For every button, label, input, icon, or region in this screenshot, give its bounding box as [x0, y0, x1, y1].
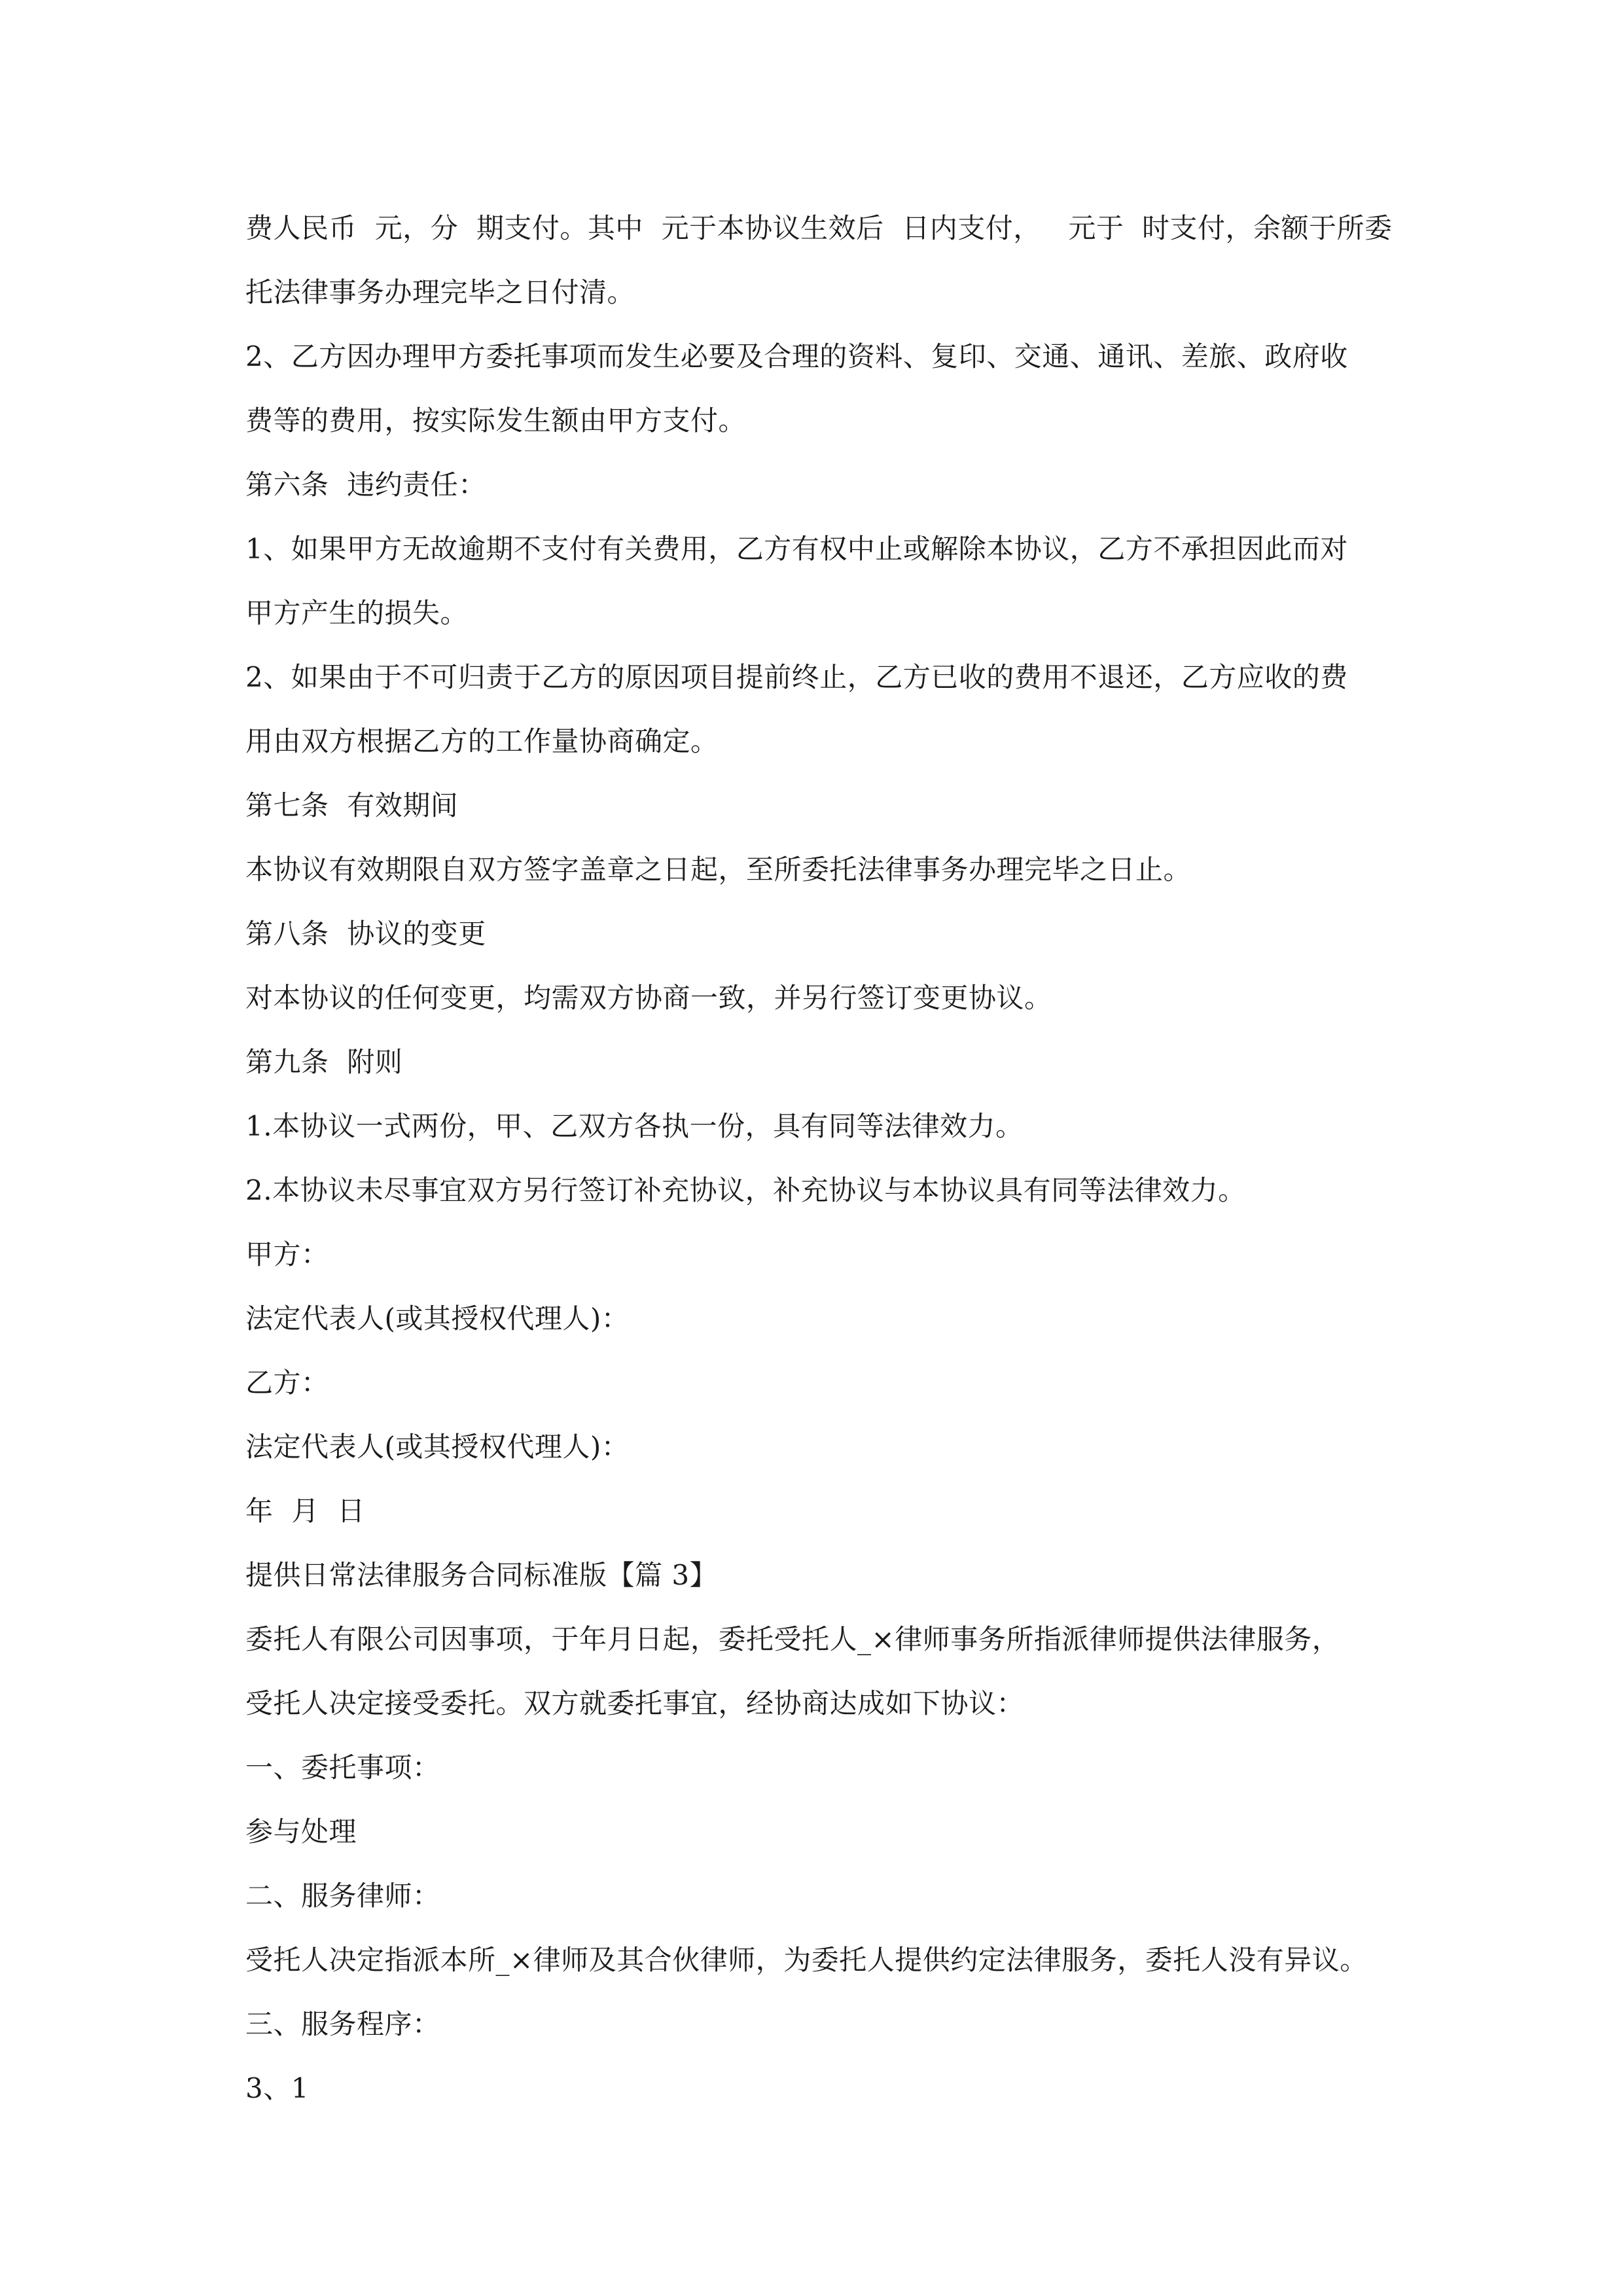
text-line: 受托人决定接受委托。双方就委托事宜，经协商达成如下协议：	[245, 1687, 1025, 1719]
signature-label: 甲方：	[245, 1238, 329, 1270]
text-line: 委托人有限公司因事项，于年月日起，委托受托人_×律师事务所指派律师提供法律服务，	[245, 1623, 1340, 1655]
text-line: 托法律事务办理完毕之日付清。	[245, 276, 635, 308]
text-line: 1.本协议一式两份，甲、乙双方各执一份，具有同等法律效力。	[245, 1110, 1024, 1142]
section-heading: 第八条 协议的变更	[245, 918, 486, 950]
text-line: 2、如果由于不可归责于乙方的原因项目提前终止，乙方已收的费用不退还，乙方应收的费	[245, 661, 1348, 693]
date-line: 年 月 日	[245, 1495, 365, 1527]
text-line: 费等的费用，按实际发生额由甲方支付。	[245, 404, 747, 437]
text-line: 1、如果甲方无故逾期不支付有关费用，乙方有权中止或解除本协议，乙方不承担因此而对	[245, 533, 1348, 565]
text-line: 费人民币 元，分 期支付。其中 元于本协议生效后 日内支付， 元于 时支付，余额于所委	[245, 212, 1393, 244]
signature-label: 乙方：	[245, 1367, 329, 1399]
document-body	[245, 196, 1404, 2121]
section-heading: 一、委托事项：	[245, 1751, 440, 1784]
document-title: 提供日常法律服务合同标准版【篇 3】	[245, 1559, 718, 1591]
signature-label: 法定代表人(或其授权代理人)：	[245, 1431, 630, 1463]
text-line: 参与处理	[245, 1816, 357, 1848]
section-heading: 二、服务律师：	[245, 1880, 440, 1912]
section-heading: 三、服务程序：	[245, 2008, 440, 2040]
section-heading: 第七条 有效期间	[245, 789, 459, 821]
section-heading: 第九条 附则	[245, 1046, 403, 1078]
text-line: 3、1	[245, 2072, 309, 2104]
signature-label: 法定代表人(或其授权代理人)：	[245, 1302, 630, 1335]
text-line: 对本协议的任何变更，均需双方协商一致，并另行签订变更协议。	[245, 982, 1052, 1014]
text-line: 2、乙方因办理甲方委托事项而发生必要及合理的资料、复印、交通、通讯、差旅、政府收	[245, 340, 1348, 372]
text-line: 受托人决定指派本所_×律师及其合伙律师，为委托人提供约定法律服务，委托人没有异议。	[245, 1944, 1368, 1976]
text-line: 2.本协议未尽事宜双方另行签订补充协议，补充协议与本协议具有同等法律效力。	[245, 1174, 1246, 1206]
text-line: 本协议有效期限自双方签字盖章之日起，至所委托法律事务办理完毕之日止。	[245, 853, 1192, 886]
text-line: 用由双方根据乙方的工作量协商确定。	[245, 725, 719, 757]
section-heading: 第六条 违约责任：	[245, 469, 486, 501]
text-line: 甲方产生的损失。	[245, 597, 469, 629]
